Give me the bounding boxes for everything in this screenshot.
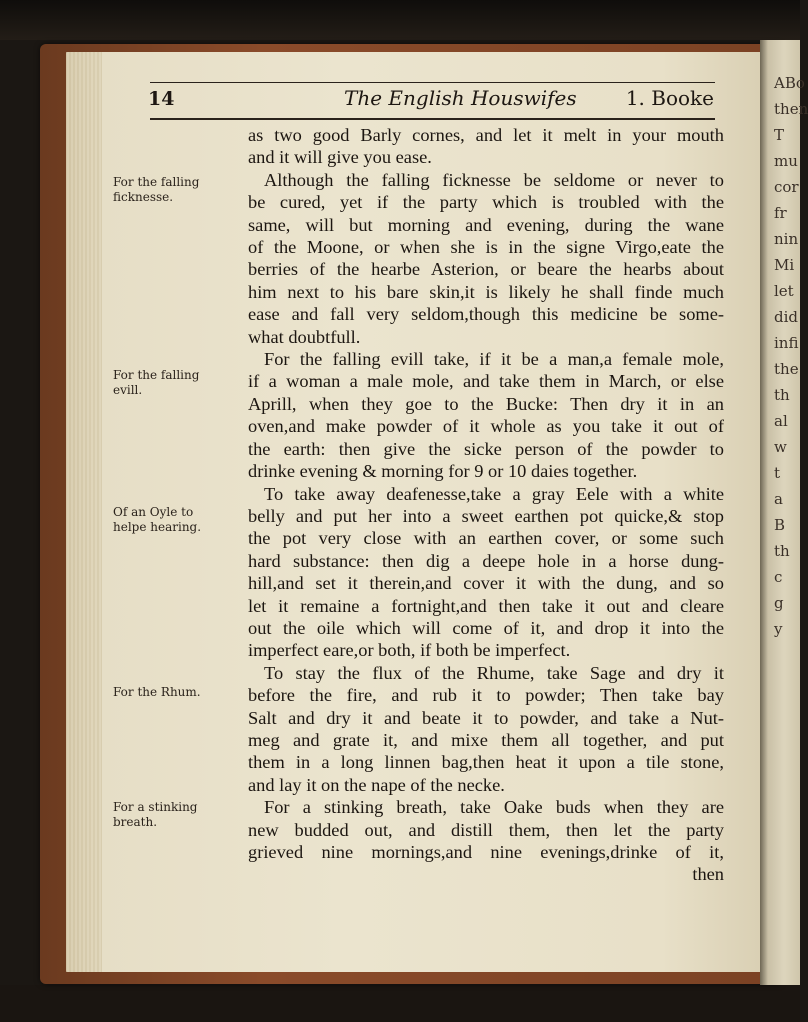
text-line: For the falling evill take, if it be a man,a female mole, [264,349,724,370]
backdrop-top [0,0,800,40]
facing-page-fragment: fr [774,204,787,222]
facing-page-fragment: did [774,308,799,326]
facing-page-fragment: ABo [774,74,805,92]
text-line: To take away deafenesse,take a gray Eele with a white [264,483,724,504]
text-line: drinke evening & morning for 9 or 10 daies together. [248,461,638,482]
margin-note-falling-sickness [113,175,248,205]
facing-page-fragment: a [774,490,783,508]
facing-page-fragment: Mi [774,256,795,274]
running-title: The English Houswifes [344,86,577,110]
text-line: him next to his bare skin,it is likely he shall finde much [248,281,724,302]
facing-page-fragment: the [774,360,799,378]
running-header [148,86,716,114]
body-text [248,124,724,886]
text-line: and lay it on the nape of the necke. [248,774,505,795]
margin-note-oyle-hearing [113,505,248,535]
facing-page-text [774,70,808,642]
book-label: 1. Booke [625,86,714,110]
text-line: ease and fall very seldom,though this medicine be some- [248,304,724,325]
text-line: For a stinking breath, take Oake buds when they are [264,797,724,818]
facing-page-fragment: w [774,438,787,456]
facing-page-fragment: al [774,412,788,430]
margin-note-line: ficknesse. [113,190,174,204]
facing-page-fragment: B [774,516,786,534]
text-line: meg and grate it, and mixe them all together, and put [248,729,724,750]
facing-page-fragment: th [774,542,790,560]
facing-page-fragment: infi [774,334,799,352]
header-rule-bottom [150,118,715,120]
margin-note-line: breath. [113,815,158,829]
margin-note-line: For the falling [113,368,200,382]
backdrop-bottom [0,985,800,1022]
text-line: let it remaine a fortnight,and then take it out and cleare [248,595,724,616]
text-line: be cured, yet if the party which is troubled with the [248,192,724,213]
margin-note-line: For the falling [113,175,200,189]
text-line: oven,and make powder of it whole as you take it out of [248,416,724,437]
text-line: Salt and dry it and beate it to powder, and take a Nut- [248,707,724,728]
facing-page-fragment: then [774,100,808,118]
facing-page-fragment: cor [774,178,799,196]
text-line: To stay the flux of the Rhume, take Sage and dry it [264,662,724,683]
margin-note-line: For the Rhum. [113,685,201,699]
text-line: of the Moone, or when she is in the signe Virgo,eate the [248,237,724,258]
facing-page-fragment: t [774,464,781,482]
margin-note-falling-evill [113,368,248,398]
text-line: and it will give you ease. [248,147,432,168]
text-line: Although the falling ficknesse be seldome or never to [264,169,724,190]
text-line: as two good Barly cornes, and let it melt in your mouth [248,125,724,145]
text-line: them in a long linnen bag,then heat it upon a tile stone, [248,752,724,773]
facing-page-fragment: c [774,568,783,586]
text-line: the earth: then give the sicke person of the powder to [248,438,724,459]
margin-note-line: helpe hearing. [113,520,202,534]
margin-note-line: Of an Oyle to [113,505,194,519]
text-line: what doubtfull. [248,326,361,347]
text-line: then [692,864,724,885]
text-line: new budded out, and distill them, then let the party [248,819,724,840]
facing-page-fragment: T [774,126,785,144]
margin-note-line: evill. [113,383,143,397]
text-line: the pot very close with an earthen cover, or some such [248,528,724,549]
facing-page-fragment: mu [774,152,798,170]
facing-page-fragment: y [774,620,783,638]
header-rule-top [150,82,715,83]
facing-page-fragment: nin [774,230,799,248]
margin-note-line: For a stinking [113,800,198,814]
text-line: out the oile which will come of it, and drop it into the [248,617,724,638]
text-line: same, will but morning and evening, during the wane [248,214,724,235]
page-edges [66,52,102,972]
margin-note-stinking-breath [113,800,248,830]
facing-page-fragment: th [774,386,790,404]
facing-page-fragment: let [774,282,794,300]
text-line: before the fire, and rub it to powder; Then take bay [248,685,724,706]
text-line: if a woman a male mole, and take them in March, or else [248,371,724,392]
facing-page-fragment: g [774,594,784,612]
text-line: imperfect eare,or both, if both be imperfect. [248,640,571,661]
text-line: berries of the hearbe Asterion, or beare the hearbs about [248,259,724,280]
text-line: hard substance: then dig a deepe hole in a horse dung- [248,550,724,571]
text-line: belly and put her into a sweet earthen pot quicke,& stop [248,505,724,526]
text-line: grieved nine mornings,and nine evenings,drinke of it, [248,842,724,862]
page-number: 14 [148,88,175,110]
text-line: hill,and set it therein,and cover it with the dung, and so [248,573,724,594]
margin-note-rhum [113,685,248,700]
text-line: Aprill, when they goe to the Bucke: Then dry it in an [248,393,724,414]
